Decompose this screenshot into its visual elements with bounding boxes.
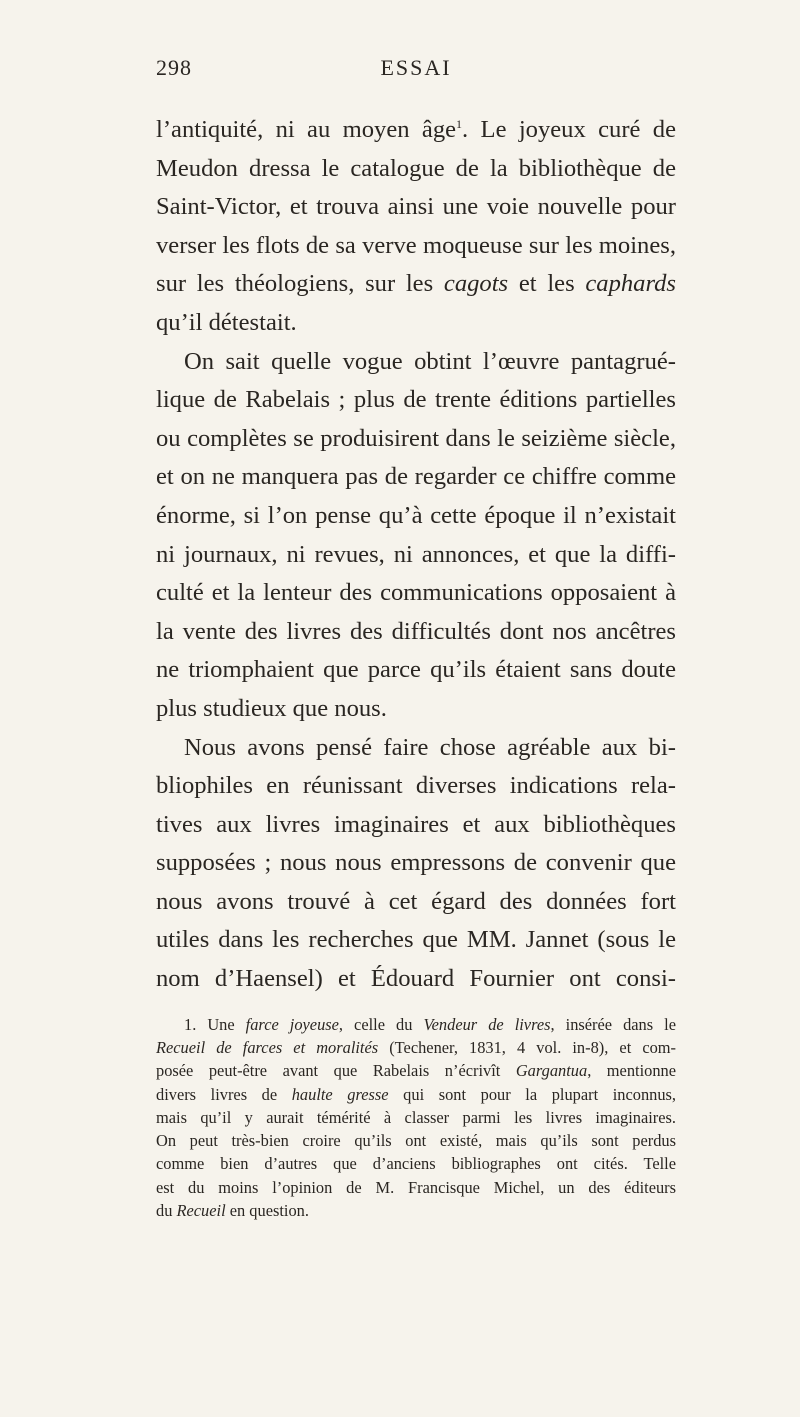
italic-text: caphards <box>585 270 676 298</box>
italic-text: farce joyeuse <box>245 1014 339 1034</box>
text-line <box>156 381 676 420</box>
text-segment: l’antiquité, ni au moyen âge <box>156 116 457 143</box>
footnote-line <box>156 1152 676 1175</box>
text-segment: tives aux livres imaginaires et aux bibliothèques <box>156 810 676 838</box>
text-line <box>156 844 676 883</box>
text-line <box>156 150 676 189</box>
text-line <box>156 574 676 613</box>
italic-text: Vendeur de livres <box>423 1014 551 1034</box>
text-line <box>156 960 676 999</box>
footnote <box>156 1013 676 1223</box>
text-line <box>156 497 676 536</box>
text-line <box>156 265 676 304</box>
text-line <box>156 227 676 266</box>
text-segment: et les <box>508 270 586 298</box>
text-line <box>156 690 676 729</box>
text-segment: comme bien d’autres que d’anciens bibliographes ont cités. Telle <box>156 1154 676 1174</box>
page <box>156 55 676 1222</box>
text-line <box>156 806 676 845</box>
italic-text: Recueil de farces et moralités <box>156 1037 379 1057</box>
footnote-line <box>156 1013 676 1036</box>
text-line <box>156 536 676 575</box>
text-segment: nous avons trouvé à cet égard des données fort <box>156 887 676 915</box>
text-segment: énorme, si l’on pense qu’à cette époque il n’existait <box>156 501 676 529</box>
text-segment: en question. <box>225 1201 309 1221</box>
text-line <box>156 767 676 806</box>
text-segment: , mentionne <box>587 1061 676 1081</box>
text-segment: (Techener, 1831, 4 vol. in-8), et com- <box>378 1037 677 1057</box>
italic-text: Recueil <box>176 1201 226 1221</box>
text-line <box>156 883 676 922</box>
text-line <box>156 651 676 690</box>
text-segment: mais qu’il y aurait témérité à classer parmi les livres imaginaires. <box>156 1107 676 1127</box>
text-segment: On sait quelle vogue obtint l’œuvre pantagrué- <box>184 347 676 375</box>
text-line <box>156 343 676 382</box>
text-line <box>156 458 676 497</box>
main-text <box>156 111 676 999</box>
text-segment: et on ne manquera pas de regarder ce chiffre comme <box>156 463 676 491</box>
text-segment: On peut très-bien croire qu’ils ont existé, mais qu’ils sont perdus <box>156 1131 676 1151</box>
text-segment: culté et la lenteur des communications opposaient à <box>156 579 676 607</box>
text-segment: 1. Une <box>184 1014 246 1034</box>
text-segment: lique de Rabelais ; plus de trente éditions partielles <box>156 386 676 414</box>
text-line <box>156 613 676 652</box>
text-segment: ou complètes se produisirent dans le seizième siècle, <box>156 424 676 452</box>
footnote-line <box>156 1036 676 1059</box>
text-segment: sur les théologiens, sur les <box>156 270 444 298</box>
footnote-line <box>156 1083 676 1106</box>
text-segment: Meudon dressa le catalogue de la bibliothèque de <box>156 154 676 182</box>
footnote-line <box>156 1106 676 1129</box>
text-line <box>156 921 676 960</box>
text-segment: . Le joyeux curé de <box>462 116 677 143</box>
text-line <box>156 188 676 227</box>
text-segment: Nous avons pensé faire chose agréable aux bi- <box>184 733 676 761</box>
running-title: ESSAI <box>380 55 452 80</box>
text-segment: qu’il détestait. <box>156 308 297 336</box>
text-segment: ne triomphaient que parce qu’ils étaient sans doute <box>156 656 676 684</box>
italic-text: Gargantua <box>515 1061 588 1081</box>
text-segment: plus studieux que nous. <box>156 694 387 722</box>
text-segment: utiles dans les recherches que MM. Jannet (sous le <box>156 926 676 954</box>
running-header <box>156 55 676 93</box>
text-segment: Saint-Victor, et trouva ainsi une voie nouvelle pour <box>156 193 676 221</box>
text-segment: du <box>156 1201 177 1221</box>
text-segment: est du moins l’opinion de M. Francisque Michel, un des éditeurs <box>156 1177 676 1197</box>
footnote-line <box>156 1059 676 1082</box>
italic-text: cagots <box>443 270 509 298</box>
text-segment: bliophiles en réunissant diverses indications rela- <box>156 772 676 800</box>
page-number: 298 <box>156 55 192 80</box>
footnote-line <box>156 1176 676 1199</box>
text-segment: posée peut-être avant que Rabelais n’écrivît <box>156 1061 516 1081</box>
text-segment: la vente des livres des difficultés dont nos ancêtres <box>156 617 676 645</box>
italic-text: haulte gresse <box>291 1084 389 1104</box>
text-segment: ni journaux, ni revues, ni annonces, et que la diffi- <box>156 540 676 568</box>
text-segment: divers livres de <box>156 1084 292 1104</box>
footnote-line <box>156 1129 676 1152</box>
footnote-line <box>156 1199 676 1222</box>
text-line <box>156 729 676 768</box>
text-segment: , insérée dans le <box>550 1014 676 1034</box>
text-segment: supposées ; nous nous empressons de convenir que <box>156 849 676 877</box>
text-segment: verser les flots de sa verve moqueuse sur les moines, <box>156 231 676 259</box>
text-line <box>156 304 676 343</box>
text-segment: , celle du <box>338 1014 424 1034</box>
footnote-marker: 1 <box>456 117 463 131</box>
text-segment: qui sont pour la plupart inconnus, <box>388 1084 677 1104</box>
text-segment: nom d’Haensel) et Édouard Fournier ont consi- <box>156 965 676 993</box>
text-line <box>156 420 676 459</box>
text-line <box>156 111 676 150</box>
